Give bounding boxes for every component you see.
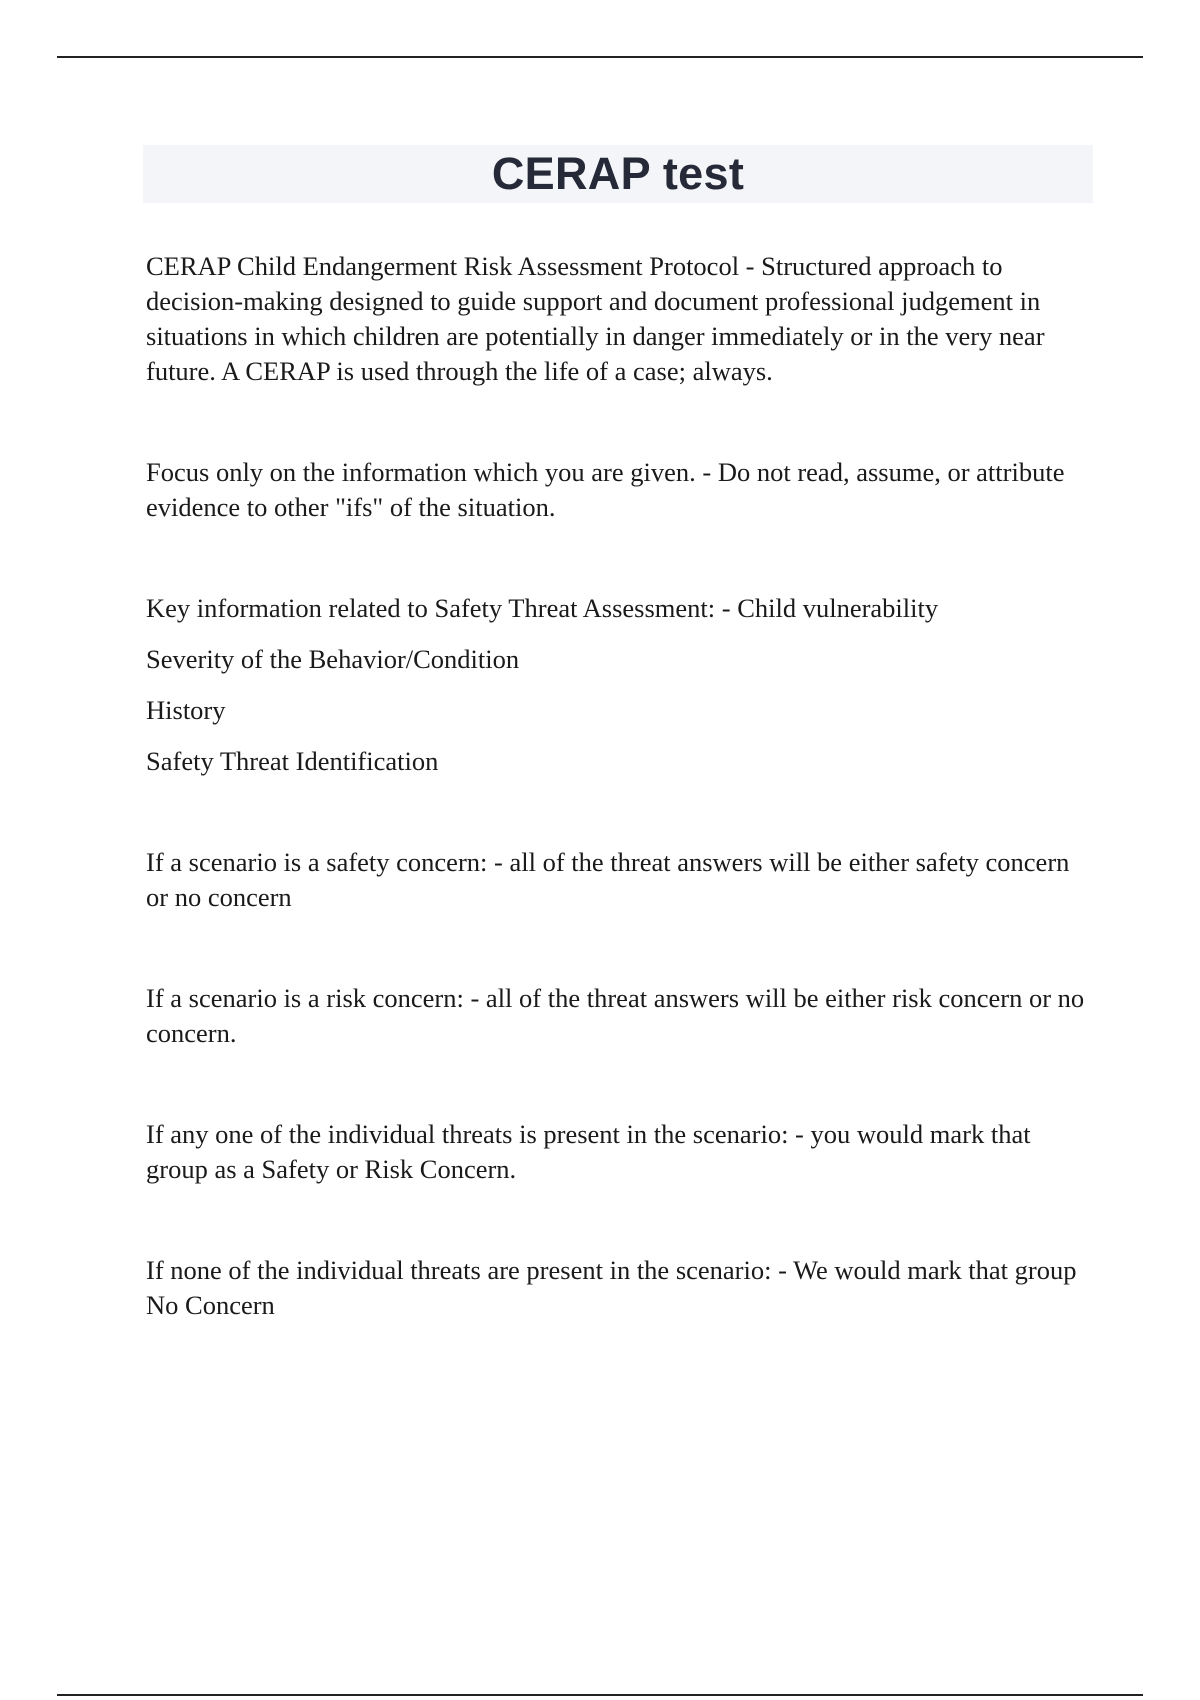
top-divider <box>57 56 1143 58</box>
key-info-line: Safety Threat Identification <box>146 746 439 776</box>
entry-risk-concern: If a scenario is a risk concern: - all of the threat answers will be either risk concern or no concern. <box>146 983 1085 1048</box>
entry-threat-present: If any one of the individual threats is present in the scenario: - you would mark that group as a Safety or Risk Concern. <box>146 1119 1031 1184</box>
entry-no-threat: If none of the individual threats are present in the scenario: - We would mark that group No Concern <box>146 1255 1077 1320</box>
key-info-line: Severity of the Behavior/Condition <box>146 644 520 674</box>
title-banner <box>143 145 1093 203</box>
entry-focus-information: Focus only on the information which you are given. - Do not read, assume, or attribute evidence to other "ifs" of the situation. <box>146 457 1065 522</box>
page-title: CERAP test <box>491 148 745 199</box>
key-info-line: Key information related to Safety Threat Assessment: - Child vulnerability <box>146 593 939 623</box>
bottom-divider <box>57 1694 1143 1696</box>
entry-key-information <box>146 591 1096 779</box>
key-info-line: History <box>146 695 226 725</box>
entry-safety-concern: If a scenario is a safety concern: - all of the threat answers will be either safety concern or no concern <box>146 847 1070 912</box>
entry-cerap-definition: CERAP Child Endangerment Risk Assessment Protocol - Structured approach to decision-making designed to guide support and document professional judgement in situations in which children are potentially in danger immediately or in the very near future. A CERAP is used through the life of a case; always. <box>146 251 1045 386</box>
document-body <box>146 249 1096 1323</box>
